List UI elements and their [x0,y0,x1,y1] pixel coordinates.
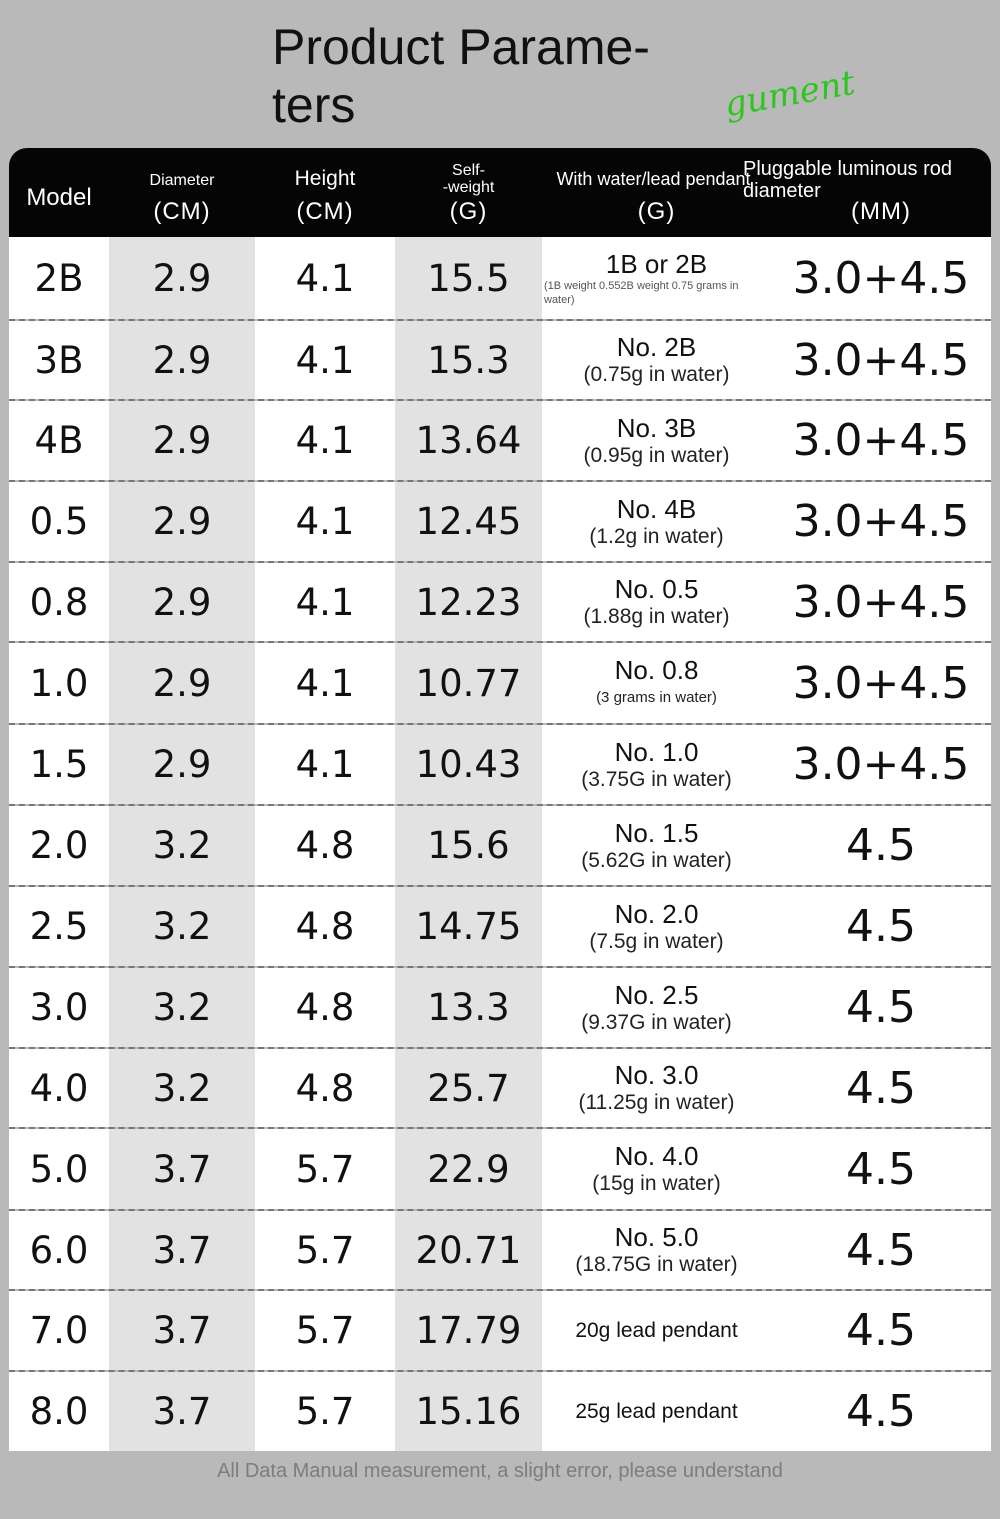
self-weight-cell: 14.75 [395,887,542,966]
rod-diameter-cell: 4.5 [771,806,991,885]
height-cell: 4.1 [255,725,395,804]
header-rod [743,148,991,237]
page-title: Product Parame- ters [272,19,650,133]
model-cell: 2B [9,237,109,319]
rod-diameter-cell: 4.5 [771,968,991,1047]
pendant-cell [542,237,771,319]
table-row [9,1129,991,1211]
pendant-cell [542,401,771,480]
model-cell: 6.0 [9,1211,109,1289]
footer-note: All Data Manual measurement, a slight error, please understand [217,1460,783,1482]
rod-diameter-cell: 4.5 [771,887,991,966]
table-row [9,237,991,321]
table-row [9,1372,991,1451]
pendant-note: (0.95g in water) [583,443,730,467]
model-cell: 4.0 [9,1049,109,1127]
model-cell: 2.5 [9,887,109,966]
pendant-note: (1.2g in water) [589,524,724,548]
table-row [9,321,991,401]
pendant-note: (0.75g in water) [583,363,730,386]
pendant-label: No. 2.5 [614,979,699,1010]
model-cell: 8.0 [9,1372,109,1451]
model-cell: 7.0 [9,1291,109,1370]
pendant-note: (7.5g in water) [589,929,724,953]
self-weight-cell: 25.7 [395,1049,542,1127]
height-cell: 4.1 [255,401,395,480]
table-row [9,482,991,563]
pendant-label: 25g lead pendant [575,1399,738,1423]
diameter-cell: 3.7 [109,1211,255,1289]
height-cell: 5.7 [255,1291,395,1370]
pendant-label: No. 5.0 [614,1222,699,1252]
table-header [9,148,991,237]
table-row [9,806,991,887]
header-height [255,148,395,237]
table-row [9,968,991,1049]
pendant-cell [542,968,771,1047]
header-diameter-label: Diameter [149,172,215,189]
table-row [9,1291,991,1372]
self-weight-cell: 20.71 [395,1211,542,1289]
pendant-label: No. 2.0 [614,898,699,929]
header-self-weight-label: Self- -weight [442,162,495,196]
table-row [9,887,991,968]
header-self-weight-unit: (G) [449,198,488,225]
pendant-cell [542,1049,771,1127]
header-pendant [542,148,771,237]
diameter-cell: 3.2 [109,887,255,966]
header-model [9,148,109,237]
pendant-note: (9.37G in water) [581,1010,732,1034]
height-cell: 4.1 [255,237,395,319]
header-model-label: Model [26,184,92,211]
self-weight-cell: 15.5 [395,237,542,319]
self-weight-cell: 13.64 [395,401,542,480]
pendant-label: 20g lead pendant [575,1318,738,1342]
pendant-label: No. 1.0 [614,736,699,767]
diameter-cell: 3.2 [109,1049,255,1127]
self-weight-cell: 17.79 [395,1291,542,1370]
pendant-note: (5.62G in water) [581,848,732,872]
self-weight-cell: 12.45 [395,482,542,561]
table-row [9,1049,991,1129]
header-pendant-label: With water/lead pendant [556,169,751,189]
table-row [9,1211,991,1291]
header-rod-label: Pluggable luminous rod diameter [743,158,953,202]
height-cell: 4.1 [255,643,395,723]
rod-diameter-cell: 3.0+4.5 [771,643,991,723]
pendant-note: (1B weight 0.552B weight 0.75 grams in water) [544,280,739,306]
header-height-unit: (CM) [296,198,354,225]
pendant-label: 1B or 2B [605,249,708,279]
diameter-cell: 2.9 [109,321,255,399]
pendant-label: No. 2B [616,332,697,362]
table-row [9,563,991,643]
pendant-label: No. 1.5 [614,817,699,848]
signature-mark: gument [721,62,859,126]
parameters-table [9,148,991,1451]
header-rod-unit: (MM) [851,198,911,225]
pendant-label: No. 3B [616,412,697,443]
diameter-cell: 3.7 [109,1129,255,1209]
pendant-label: No. 4B [616,493,697,524]
pendant-label: No. 3.0 [614,1060,699,1090]
rod-diameter-cell: 4.5 [771,1372,991,1451]
table-row [9,643,991,725]
height-cell: 5.7 [255,1372,395,1451]
pendant-cell [542,887,771,966]
self-weight-cell: 10.43 [395,725,542,804]
pendant-cell [542,563,771,641]
diameter-cell: 3.7 [109,1291,255,1370]
model-cell: 2.0 [9,806,109,885]
height-cell: 4.8 [255,968,395,1047]
model-cell: 4B [9,401,109,480]
pendant-cell [542,1211,771,1289]
self-weight-cell: 15.3 [395,321,542,399]
pendant-cell [542,321,771,399]
diameter-cell: 2.9 [109,643,255,723]
self-weight-cell: 10.77 [395,643,542,723]
pendant-note: (15g in water) [592,1172,721,1195]
diameter-cell: 2.9 [109,401,255,480]
diameter-cell: 3.7 [109,1372,255,1451]
header-height-label: Height [294,167,356,190]
diameter-cell: 2.9 [109,563,255,641]
model-cell: 3.0 [9,968,109,1047]
pendant-cell [542,806,771,885]
rod-diameter-cell: 3.0+4.5 [771,401,991,480]
pendant-cell [542,1129,771,1209]
self-weight-cell: 15.6 [395,806,542,885]
rod-diameter-cell: 4.5 [771,1291,991,1370]
height-cell: 4.8 [255,1049,395,1127]
rod-diameter-cell: 4.5 [771,1129,991,1209]
self-weight-cell: 22.9 [395,1129,542,1209]
pendant-cell [542,725,771,804]
self-weight-cell: 15.16 [395,1372,542,1451]
header-diameter [109,148,255,237]
pendant-note: (3 grams in water) [596,689,717,706]
pendant-note: (11.25g in water) [578,1091,735,1114]
pendant-note: (1.88g in water) [583,605,730,628]
model-cell: 1.5 [9,725,109,804]
header-self-weight [395,148,542,237]
height-cell: 4.1 [255,321,395,399]
rod-diameter-cell: 4.5 [771,1211,991,1289]
pendant-note: (3.75G in water) [581,767,732,791]
self-weight-cell: 13.3 [395,968,542,1047]
height-cell: 4.1 [255,482,395,561]
model-cell: 3B [9,321,109,399]
table-row [9,401,991,482]
rod-diameter-cell: 3.0+4.5 [771,321,991,399]
rod-diameter-cell: 3.0+4.5 [771,237,991,319]
pendant-cell [542,1291,771,1370]
diameter-cell: 3.2 [109,968,255,1047]
rod-diameter-cell: 4.5 [771,1049,991,1127]
diameter-cell: 2.9 [109,237,255,319]
table-row [9,725,991,806]
diameter-cell: 3.2 [109,806,255,885]
rod-diameter-cell: 3.0+4.5 [771,482,991,561]
self-weight-cell: 12.23 [395,563,542,641]
pendant-cell [542,482,771,561]
height-cell: 4.8 [255,887,395,966]
model-cell: 1.0 [9,643,109,723]
rod-diameter-cell: 3.0+4.5 [771,725,991,804]
pendant-cell [542,1372,771,1451]
model-cell: 0.8 [9,563,109,641]
pendant-note: (18.75G in water) [575,1253,738,1276]
height-cell: 5.7 [255,1211,395,1289]
pendant-label: No. 0.5 [614,574,699,604]
diameter-cell: 2.9 [109,725,255,804]
model-cell: 5.0 [9,1129,109,1209]
height-cell: 4.8 [255,806,395,885]
model-cell: 0.5 [9,482,109,561]
height-cell: 5.7 [255,1129,395,1209]
height-cell: 4.1 [255,563,395,641]
pendant-cell [542,643,771,723]
header-pendant-unit: (G) [637,198,676,225]
table-body [9,237,991,1451]
header-diameter-unit: (CM) [153,198,211,225]
rod-diameter-cell: 3.0+4.5 [771,563,991,641]
pendant-label: No. 4.0 [614,1141,699,1171]
diameter-cell: 2.9 [109,482,255,561]
pendant-label: No. 0.8 [614,655,699,685]
